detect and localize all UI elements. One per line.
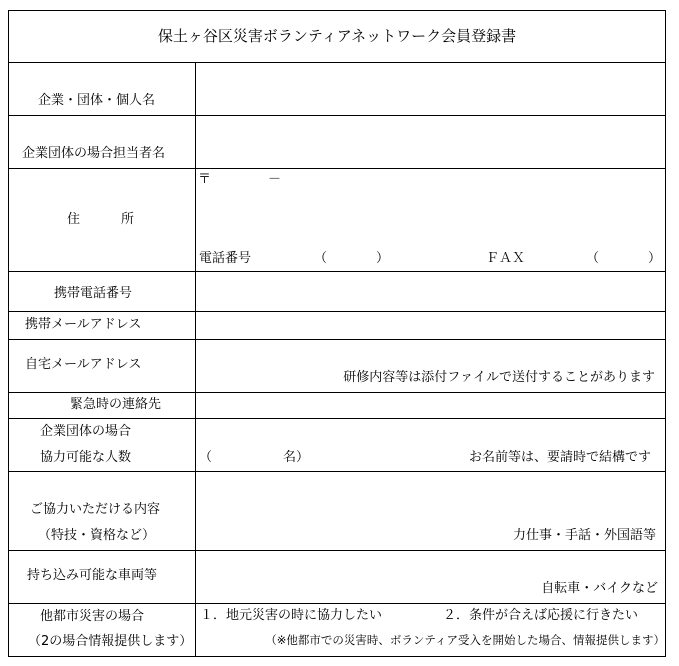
company-name-label: 企業・団体・個人名 — [38, 93, 156, 108]
address-field[interactable] — [196, 169, 665, 247]
cooperation-field[interactable] — [196, 472, 665, 524]
participants-label: 協力可能な人数 — [40, 450, 132, 465]
postal-mark: 〒 — [198, 172, 212, 187]
participants-paren-open: （ — [199, 450, 213, 465]
participants-label: 企業団体の場合 — [40, 424, 132, 439]
other-city-label: 他都市災害の場合 — [40, 609, 145, 624]
row-divider — [8, 418, 666, 419]
address-label: 住 — [67, 212, 81, 227]
other-city-label: （2の場合情報提供します） — [28, 634, 193, 649]
fax-label: ＦＡＸ — [486, 251, 526, 266]
vehicles-field[interactable] — [196, 551, 665, 579]
cooperation-label: （特技・資格など） — [38, 528, 156, 543]
table-border-left — [8, 10, 9, 657]
emergency-contact-label: 緊急時の連絡先 — [70, 397, 162, 412]
participants-count-field[interactable] — [215, 446, 283, 468]
home-email-field[interactable] — [196, 340, 665, 368]
mobile-phone-field[interactable] — [196, 272, 665, 311]
other-city-note: （※他都市での災害時、ボランティア受入を開始した場合、情報提供します） — [265, 633, 665, 647]
participants-note: お名前等は、要請時で結構です — [468, 450, 651, 465]
contact-person-label: 企業団体の場合担当者名 — [22, 146, 166, 161]
cooperation-example: 力仕事・手話・外国語等 — [512, 528, 656, 543]
postal-dash: － — [268, 172, 282, 187]
vehicles-label: 持ち込み可能な車両等 — [27, 568, 158, 583]
phone-label: 電話番号 — [199, 251, 252, 266]
option-go-support[interactable]: ２．条件が合えば応援に行きたい — [443, 608, 639, 623]
mobile-phone-label: 携帯電話番号 — [54, 286, 133, 301]
home-email-label: 自宅メールアドレス — [25, 357, 142, 372]
fax-paren-open: （ — [586, 251, 600, 266]
attachment-note: 研修内容等は添付ファイルで送付することがあります — [343, 370, 655, 385]
table-border-right — [665, 10, 666, 657]
mobile-email-label: 携帯メールアドレス — [25, 317, 142, 332]
cooperation-label: ご協力いただける内容 — [30, 502, 161, 517]
emergency-contact-field[interactable] — [196, 393, 665, 418]
table-border-top — [8, 10, 666, 11]
contact-person-field[interactable] — [196, 116, 665, 168]
row-divider — [8, 603, 666, 604]
form-title: 保土ヶ谷区災害ボランティアネットワーク会員登録書 — [157, 27, 517, 45]
mobile-email-field[interactable] — [196, 312, 665, 339]
participants-unit: 名） — [283, 450, 310, 465]
address-label: 所 — [121, 212, 135, 227]
fax-field[interactable] — [598, 248, 648, 270]
vehicles-example: 自転車・バイクなど — [541, 581, 658, 596]
phone-paren-close: ） — [376, 251, 390, 266]
phone-field[interactable] — [326, 248, 376, 270]
phone-paren-open: （ — [314, 251, 328, 266]
table-border-bottom — [8, 656, 666, 657]
company-name-field[interactable] — [196, 63, 665, 115]
fax-paren-close: ） — [648, 251, 662, 266]
option-local-disaster[interactable]: １．地元災害の時に協力したい — [200, 608, 383, 623]
